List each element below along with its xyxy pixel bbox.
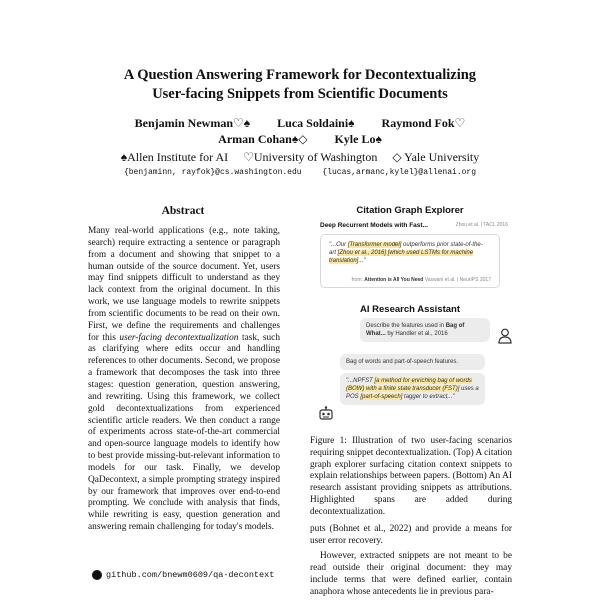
author-name: Benjamin Newman♡♠ (134, 116, 251, 130)
quote-highlight: [Transformer model] (347, 242, 402, 248)
quote-text: "...Our (329, 242, 348, 248)
citation-card (320, 234, 500, 288)
quote-text: outperforms prior state-of-the-art (329, 242, 483, 256)
source-meta: Vaswani et al. | NeurIPS 2017 (424, 277, 491, 283)
author-list (0, 115, 600, 147)
figure-1 (310, 200, 510, 430)
user-msg-bold: Bag of What... (366, 323, 465, 337)
paper-title-text: Deep Recurrent Models with Fast... (320, 222, 428, 229)
author-emails (0, 168, 600, 177)
assistant-title: AI Research Assistant (360, 304, 460, 315)
assistant-message: Bag of words and part-of-speech features. (340, 354, 485, 370)
title-line-1: A Question Answering Framework for Decontextualizing (123, 67, 477, 83)
source-title: Attention is All You Need (364, 277, 424, 283)
abstract-body (88, 226, 280, 534)
quote-highlight: [Zhou et al., 2016] [which used LSTMs for machine translation] (329, 250, 474, 264)
author-name: Raymond Fok♡ (381, 116, 466, 130)
affiliation: ♡University of Washington (243, 150, 378, 164)
user-icon (498, 328, 512, 344)
abstract-italic-term: user-facing decontextualization (119, 332, 239, 343)
paper-header (320, 222, 508, 229)
author-name: Arman Cohan♠◇ (218, 132, 308, 146)
snippet-text: tagger to extract..." (402, 394, 455, 400)
paper-title (0, 66, 600, 104)
affiliations (0, 150, 600, 165)
user-msg-text: by Handler et al., 2016 (385, 331, 448, 337)
assistant-snippet (340, 373, 485, 405)
user-msg-text: Describe the features used in (366, 323, 446, 329)
email: {lucas,armanc,kylel}@allenai.org (322, 168, 477, 177)
snippet-text: uses a POS (346, 386, 479, 400)
paragraph: However, extracted snippets are not meant to be read outside their original document: they may include terms that were defined earlier, contain anaphora whose antecedents lie in previous para- (310, 551, 512, 597)
author-row-1 (0, 115, 600, 131)
snippet-text: "...NPFST (346, 378, 375, 384)
github-link[interactable] (92, 570, 274, 580)
author-name: Luca Soldaini♠ (277, 116, 355, 130)
author-name: Kyle Lo♠ (334, 132, 382, 146)
abstract-heading: Abstract (161, 205, 205, 217)
citation-quote (329, 241, 489, 265)
robot-icon (318, 406, 334, 422)
github-url[interactable]: github.com/bnewm0609/qa-decontext (106, 570, 275, 580)
title-line-2: User-facing Snippets from Scientific Documents (152, 86, 448, 102)
abstract-text: Many real-world applications (e.g., note taking, search) require extracting a sentence or paragraph from a document and showing that snippet to a human outside of the source document. Yet, users may find snippets difficult to understand as they lack context from the original document. In this work, we use language models to rewrite snippets from scientific documents to be read on their own. First, we define the requirements and challenges for this (88, 226, 280, 343)
quote-text: ..." (358, 258, 366, 264)
from-label: from: (351, 277, 365, 283)
github-icon (92, 570, 102, 580)
figure-caption: Figure 1: Illustration of two user-facing scenarios requiring snippet decontextualization. (Top) A citation graph explorer surfacing citation context snippets to explain relationships between papers. (Bottom) An AI research assistant providing snippets as attributions. Highlighted spans are added during decontextualization. (310, 436, 512, 517)
body-text (310, 523, 512, 598)
affiliation: ◇ Yale University (392, 150, 480, 164)
citation-source (352, 277, 492, 283)
affiliation: ♠Allen Institute for AI (120, 150, 229, 164)
author-row-2 (0, 131, 600, 147)
user-message (360, 318, 490, 342)
paper-meta: Zhou et al. | TACL 2016 (455, 222, 508, 228)
email: {benjaminn, rayfok}@cs.washington.edu (123, 168, 302, 177)
citation-explorer-title: Citation Graph Explorer (356, 205, 464, 216)
snippet-highlight: [part-of-speech] (360, 394, 403, 400)
snippet-highlight: [a method for enriching bag of words (BOW) with a finite state transducer (FST)] (346, 378, 472, 392)
abstract-text: task, such as clarifying where edits occur and handling references to other documents. Second, we propose a framework that decomposes the task into three stages: question generation, question answering, and rewriting. Using this framework, we collect gold decontextualizations from experienced scientific article readers. We then conduct a range of experiments across state-of-the-art commercial and open-source language models to identify how to best provide missing-but-relevant information to models for our task. Finally, we develop QaDecontext, a simple prompting strategy inspired by our framework that improves over end-to-end prompting. We conclude with analysis that finds, while rewriting is easy, question generation and answering remain challenging for today's models. (88, 332, 280, 533)
paragraph: puts (Bohnet et al., 2022) and provide a means for user error recovery. (310, 524, 512, 546)
